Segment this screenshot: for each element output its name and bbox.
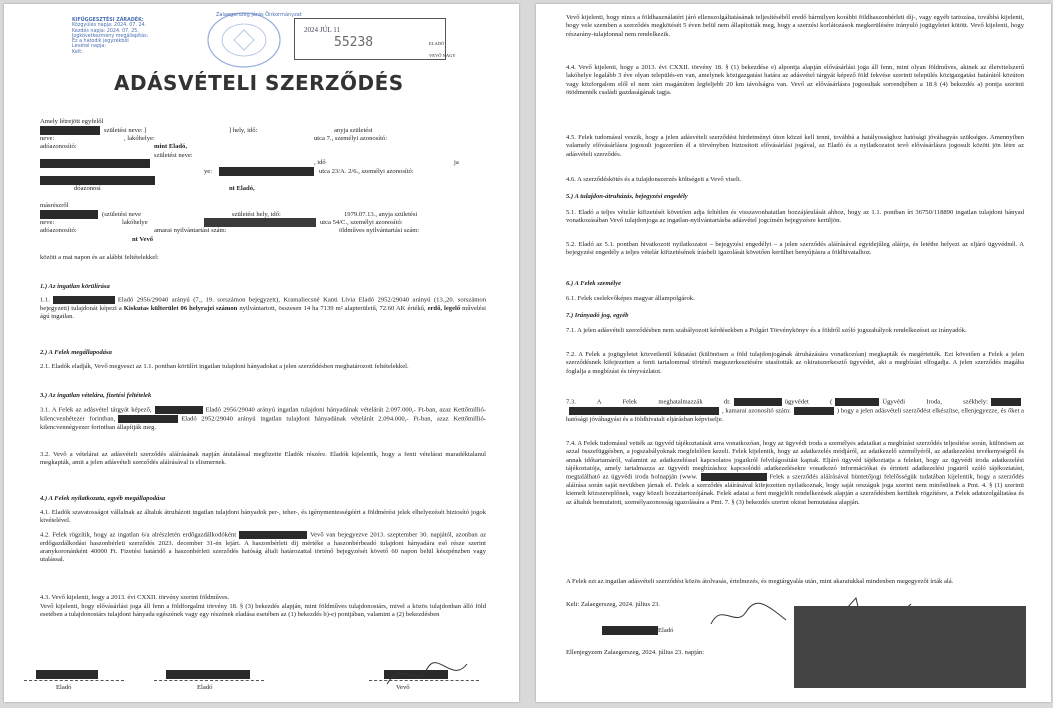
section-text: A Felek ezt az ingatlan adásvételi szerződést közös átolvasás, értelmezés, és megtárgyalás után, mint akaratukkal mindenben megegyezőt írták alá. [566, 578, 954, 585]
section-text: 3.1. A Felek az adásvétel tárgyát képező, Eladó 2956/29040 arányú ingatlan tulajdoni hányadának vételárát 2.097.000,- Ft-ban, azaz Kettőmillió-kilencvenhétezer forintban, Eladó 2952/29040 arányú ingatlan tulajdoni hányadának vételárát 2.094.000,- Ft-ban, azaz Kettőmillió-kilencvennégyezer forintban állapítják meg. [40, 406, 486, 431]
section-text: 5.1. Eladó a teljes vételár kifizetését követően adja feltétlen és visszavonhatatlan hozzájárulását ahhoz, hogy az 1.1. pontban írt 36750/118890 ingatlan tulajdoni hányad vonatkozásában Vevő tulajdonjoga az ingatlan-nyilvántartásba adásvétel jogcímén bejegyzésre kerüljön. [566, 209, 1024, 225]
intro-text: dóazonosí [74, 185, 101, 192]
stamp-line: Ez a hatodik jegyzékből [72, 39, 129, 45]
intro-text: másrészről [40, 202, 69, 209]
section-text: 4.2. Felek rögzítik, hogy az ingatlan 6/a alrészletén erdőgazdálkodóként Vevő van bejegyezve 2013. szeptember 30. napjától, azonban az erdőgazdálkodási haszonbérleti szerződés 2023. december 31-én lejárt. A haszonbérleti díj mértéke a haszonbérbeadó tulajdoni hányadára eső része szerint aranykoronánként 40000 Ft. Fizetési határidő a haszonbérleti szerződés hatóság általi határozattal történő bejegyzését követő 60 napon belül készpénzben vagy utalással. [40, 531, 486, 564]
intro-text: Amely létrejött egyfelől [40, 118, 104, 125]
intro-text: lakóhelye [122, 219, 148, 226]
intro-text: nt Eladó, [229, 185, 255, 192]
redaction [36, 670, 98, 679]
section-text: 7.4. A Felek tudomásul vették az ügyvéd tájékoztatását arra vonatkozóan, hogy az ügyvédi iroda a személyes adataikat a megbízási szerződés teljesítése során, különösen az azzal összefüggésben, a jogszabályoknak megfelelően kezeli. Felek kijelentik, hogy az adatkezelés módjáról, az adatkezelő személyéről, az adatkezelési tevékenységről és annak időtartamáról, valamint az adatkezeléssel kapcsolatos jogaikról felvilágosítást kaptak. Eljáró ügyvéd tájékoztatja a feleket, hogy az ügyvédi iroda adatkezelési tájékoztatója, amely tartalmazza az ügyvédi megbízáshoz kapcsolódó adatkezelésekre vonatkozó információkat és érintett adatkezelési jogairól szóló tájékoztatást, megtalálható az ügyvédi iroda holnapján (www. Felek a szerződés aláírásával büntetőjogi felelősségük tudatában kijelentik, hogy a szerződés aláírása során saját nevükben járnak el. Felek a szerződés aláírásával kifejezetten nyilatkoznak, hogy saját országuk joga szerint nem minősülnek a Pmt. 4. § (1) szerinti kiemelt közszereplőnek, vagy közeli hozzátartozójának. Felek adatai a fent megjelölt rendelkezések alapján a szerződésben kerültek rögzítésre, a Felek adatszolgáltatása és az általuk bemutatott, személyazonosság igazolására a Pmt. 7. § (3) bekezdés szerint okirat bemutatása alapján. [566, 440, 1024, 506]
section-text: 4.5. Felek tudomásul veszik, hogy a jelen adásvételi szerződést hirdetményi úton közzé kell tenni, továbbá a hatályossághoz hatósági jóváhagyás szükséges. Amennyiben valamely elővásárlásra jogosult jogszerűen él a törvényben biztosított elővásárlási jogával, az Eladó és a nyilatkozatot tevő elővásárlásra jogosult között jön létre az adásvételi szerződés. [566, 134, 1024, 158]
section-heading: 1.) Az ingatlan körülírása [40, 283, 110, 290]
intro-text: (születési neve [102, 211, 141, 218]
section-text: 5.2. Eladó az 5.1. pontban hivatkozott nyilatkozatot – bejegyzési engedélyt – a jelen szerződés aláírásával egyidejűleg aláírja, és letétbe helyezi az eljáró ügyvédnél. A bejegyzési engedély a teljes vételár kifizetésének írásbeli igazolását követően kerülhet benyújtásra a földhivatalhoz. [566, 241, 1024, 257]
registration-number: 55238 [334, 35, 374, 50]
redaction [219, 167, 314, 176]
date-place: Kelt: Zalaegerszeg, 2024. július 23. [566, 601, 660, 608]
section-text: 7.3. A Felek meghatalmazzák dr. ügyvédet ( Ügyvédi Iroda, székhely:, kamarai azonosító szám: ) hogy a jelen adásvételi szerződést elkészítse, ellenjegyezze, és őket a hatósági jóváhagyási és a földhivatali eljárásban képviselje. [566, 398, 1024, 423]
document-title: ADÁSVÉTELI SZERZŐDÉS [114, 71, 404, 95]
kifuggesztesi-stamp [72, 18, 148, 55]
redaction [40, 159, 150, 168]
handwritten-signature-icon [382, 654, 472, 694]
section-heading: 2.) A Felek megállapodása [40, 349, 112, 356]
section-text: 1.1. Eladó 2956/29040 arányú (7., 19. sorszámon bejegyzett), Kramaliecsné Kanti Lívia Eladó 2952/29040 arányú (13.,20. sorszámon bejegyzett) tulajdonát képezi a Kiskutas külterület 06 helyrajzi számon nyilvántartott, összesen 14 ha 7139 m² alapterületű, 72.60 AK értékű, erdő, legelő művelési ágú ingatlan. [40, 296, 486, 321]
intro-text: nt Vevő [132, 236, 154, 243]
intro-text: adóazonosító: [40, 227, 77, 234]
section-text: 7.1. A jelen adásvételi szerződésben nem szabályozott kérdésekben a Polgári Törvénykönyv és a földről szóló jogszabályok rendelkezései az irányadók. [566, 327, 967, 334]
signature-label-elado: Eladó [56, 684, 72, 691]
intro-text: neve: [40, 135, 55, 142]
signature-line [24, 680, 124, 681]
intro-text: között a mai napon és az alábbi feltételekkel: [40, 254, 159, 261]
document-page-2 [536, 4, 1051, 702]
intro-text: ja [454, 159, 459, 166]
stamp-line: Kezdés napja: 2024. 07. 25. [72, 28, 139, 34]
section-text: 7.2. A Felek a jogügyletet közvetlenül kiktatást (különösen a föld tulajdonjogának átruházására vonatkozóan) megkapták és megértették. Ezt követően a Felek a jelen szerződésnek kifejezetten a fenti tartalommal történő megszerkesztésére utasították az okiratszerkesztő ügyvédet, aki a megbízást elfogadja. A jelen szerződés magába foglalja a megbízást és tényvázlatot. [566, 351, 1024, 375]
intro-text: születési neve: ] [104, 127, 147, 134]
countersign-text: Ellenjegyzem Zalaegerszeg, 2024. július 23. napján: [566, 649, 705, 656]
redacted-signature-block [794, 606, 1026, 688]
intro-text: 1979.07.13., anyja születési [344, 211, 418, 218]
intro-text: adóazonosító: [40, 143, 77, 150]
date-stamp: 2024 JÚL 11 [304, 26, 341, 34]
stamp-line: Levétel napja: [72, 44, 106, 50]
section-text: Vevő kijelenti, hogy nincs a földhasználatért járó ellenszolgáltatásának teljesítéséből eredő bármilyen korábbi földhaszonbérleti díj-, vagy egyéb tartozása, továbbá kijelenti, hogy vele szemben a szerződés megkötését 5 éven belül nem állapították meg, hogy a szerzési korlátozások megkerülésére irányuló jogügyletet kötött. Vevő kijelenti, hogy részarány-tulajdonnal nem rendelkezik. [566, 14, 1024, 38]
signature-label-vevo: Vevő [396, 684, 410, 691]
stamp-corner-a: ELADÓ [429, 41, 445, 46]
stamp-line: Jogkövetkezmény megállapítás: [72, 33, 149, 39]
section-heading: 3.) Az ingatlan vételára, fizetési feltételek [40, 392, 152, 399]
section-text: Vevő kijelenti, hogy elővásárlási joga áll fenn a földforgalmi törvény 18. § (3) bekezdés alapján, mint földműves tulajdonostárs, mivel a közös tulajdonban álló föld esetében a tulajdonostárs tulajdoni hányada egészének vagy egy részének eladása esetében az (1) bekezdés b)-e) pontjában, valamint a (2) bekezdésben [40, 603, 486, 619]
signature-label-elado: Eladó [658, 627, 674, 634]
intro-text: ] hely, idő: [229, 127, 258, 134]
intro-text: mint Eladó, [154, 143, 187, 150]
redaction [166, 670, 250, 679]
redaction [40, 176, 155, 185]
redaction [204, 218, 316, 227]
intro-text: anyja születési [334, 127, 373, 134]
redaction [602, 626, 658, 635]
intro-text: születési neve: [154, 152, 193, 159]
section-text: 4.1. Eladók szavatosságot vállalnak az általuk átruházott ingatlan tulajdoni hányadok per-, teher-, és igénymentességéért a földmérési jelek elhelyezését biztosító jogok kivételével. [40, 509, 486, 525]
intro-text: utca 23/A. 2/6., személyi azonosító: [319, 168, 414, 175]
intro-text: születési hely, idő: [232, 211, 281, 218]
intro-text: utca 54/C., személyi azonosító: [320, 219, 403, 226]
section-text: 4.6. A szerződéskötés és a tulajdonszerzés költségeit a Vevő viseli. [566, 176, 742, 183]
intro-text: , idő [314, 159, 326, 166]
redaction [40, 210, 98, 219]
stamp-corner-b: VEVŐ NAGY [429, 53, 456, 58]
stamp-line: KIFÜGGESZTÉSI ZÁRADÉK: [72, 18, 144, 23]
stamp-line: Közgyűlés napja: 2024. 07. 24. [72, 23, 147, 29]
intro-text: neve: [40, 219, 55, 226]
intro-text: öldműves nyilvántartási szám: [339, 227, 420, 234]
handwritten-signature-icon [706, 592, 796, 632]
section-text: 3.2. Vevő a vételárat az adásvételi szerződés aláírásának napján átutalással megfizette Eladók részére. Eladók kijelentik, hogy a fenti vételárat maradéktalanul megkapták, amit a jelen adásvételi szerződés aláírásával is elismernek. [40, 451, 486, 467]
intro-text: amarai nyilvántartási szám: [154, 227, 227, 234]
section-text: 4.4. Vevő kijelenti, hogy a 2013. évi CXXII. törvény 18. § (1) bekezdése e) alpontja alapján elővásárlási joga áll fenn, mint olyan földműves, akinek az életvitelszerű lakóhelye legalább 3 éve olyan település-en van, amelynek közigazgatási határa az adásvétel tárgyát képező föld fekvése szerinti település közigazgatási határától közúton vagy közforgalom elől el nem zárt magánúton legfeljebb 20 km távolságra van. Vevő az elővásárlásra jogosultak sorrendjében a 18.§ (4) bekezdés a) pontja szerinti ötödmenték családi gazdaságának tagja. [566, 64, 1024, 96]
section-heading: 5.) A tulajdon-átruházás, bejegyzési engedély [566, 193, 688, 200]
signature-label-elado: Eladó [197, 684, 213, 691]
stamp-line: Kelt: [72, 49, 83, 55]
section-text: 2.1. Eladók eladják, Vevő megveszi az 1.1. pontban körülírt ingatlan tulajdoni hányadokat a jelen szerződésben meghatározott feltételekkel. [40, 363, 409, 370]
intro-text: , lakóhelye: [124, 135, 155, 142]
seal-text: Zalaegerszeg Járás Önkormányzat [216, 12, 302, 18]
section-text: 6.1. Felek cselekvőképes magyar állampolgárok. [566, 295, 695, 302]
redaction [40, 126, 100, 135]
official-seal-icon [204, 10, 284, 70]
intro-text: ye: [204, 168, 213, 175]
section-text: 4.3. Vevő kijelenti, hogy a 2013. évi CXXII. törvény szerint földműves. [40, 594, 230, 601]
section-heading: 7.) Irányadó jog, egyéb [566, 312, 629, 319]
intro-text: utca 7., személyi azonosító: [314, 135, 388, 142]
signature-line [154, 680, 264, 681]
section-heading: 6.) A Felek személye [566, 280, 622, 287]
section-heading: 4.) A Felek nyilatkozata, egyéb megállapodása [40, 495, 166, 502]
document-page-1 [4, 4, 519, 702]
